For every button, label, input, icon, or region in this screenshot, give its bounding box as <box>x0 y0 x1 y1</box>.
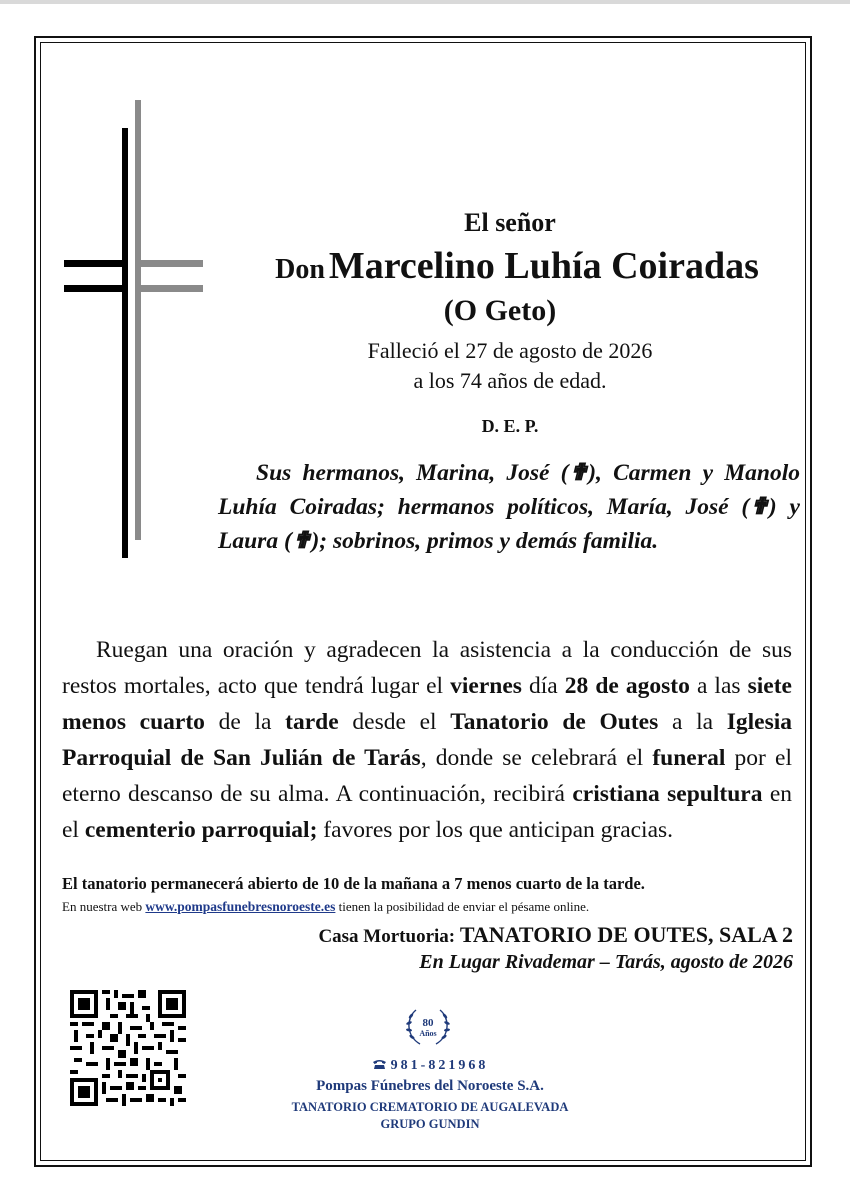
mortuary-label: Casa Mortuoria: <box>318 926 456 947</box>
body-text: en el <box>62 781 792 843</box>
cross-glyph-icon: ✟ <box>568 460 589 486</box>
top-edge-rule <box>0 0 850 4</box>
location-date: En Lugar Rivademar – Tarás, agosto de 2026 <box>419 951 793 973</box>
qr-code-icon[interactable] <box>70 990 186 1106</box>
cross-arm-gray-top <box>135 260 203 267</box>
company-name: Pompas Fúnebres del Noroeste S.A. <box>316 1078 544 1094</box>
web-note <box>62 899 589 915</box>
family-text-1: Sus hermanos, Marina, José ( <box>256 460 569 486</box>
family-text-3: ) y Laura ( <box>218 494 800 554</box>
cross-icon <box>60 100 205 560</box>
body-text: por el eterno descanso de su alma. A continuación, recibirá <box>62 745 792 807</box>
website-link[interactable]: www.pompasfunebresnoroeste.es <box>145 899 336 914</box>
body-bold: tarde <box>285 709 339 735</box>
body-bold: Tanatorio de Outes <box>450 709 659 735</box>
badge-text: Años <box>419 1029 437 1038</box>
body-text: , donde se celebrará el <box>420 745 653 771</box>
body-text: a la <box>658 709 727 735</box>
cross-arm-gray-bottom <box>135 285 203 292</box>
company-line-3: GRUPO GUNDIN <box>380 1117 480 1131</box>
name-prefix: Don <box>275 254 325 285</box>
body-bold: Iglesia Parroquial de San Julián de Tarás <box>62 709 793 771</box>
phone-line <box>330 1058 530 1074</box>
family-text-4: ); sobrinos, primos y demás familia. <box>311 528 659 554</box>
family-paragraph <box>218 456 800 558</box>
cross-vertical-black <box>122 128 128 558</box>
web-suffix: tienen la posibilidad de enviar el pésame online. <box>338 899 590 914</box>
company-line-2: TANATORIO CREMATORIO DE AUGALEVADA <box>291 1100 569 1114</box>
family-text-2: ), Carmen y Manolo Luhía Coiradas; hermanos políticos, María, José ( <box>218 460 800 520</box>
name-text: Marcelino Luhía Coiradas <box>328 245 759 287</box>
title-line: El señor <box>464 208 556 237</box>
rip-text: D. E. P. <box>481 416 539 436</box>
body-bold: siete menos cuarto <box>62 673 792 735</box>
mortuary-place: TANATORIO DE OUTES, SALA 2 <box>459 922 793 947</box>
cross-arm-black-bottom <box>64 285 128 292</box>
nickname: (O Geto) <box>443 294 557 327</box>
phone-icon <box>372 1059 387 1070</box>
death-date: Falleció el 27 de agosto de 2026 <box>367 338 653 363</box>
body-bold: cementerio parroquial; <box>84 817 318 843</box>
body-bold: cristiana sepultura <box>572 781 763 807</box>
anniversary-laurel-icon <box>400 1004 456 1050</box>
cross-vertical-gray <box>135 100 141 540</box>
open-hours-note: El tanatorio permanecerá abierto de 10 de la mañana a 7 menos cuarto de la tarde. <box>62 874 645 893</box>
deceased-name <box>200 244 834 288</box>
body-bold: funeral <box>652 745 726 771</box>
age-line: a los 74 años de edad. <box>413 368 607 393</box>
body-bold: viernes <box>450 673 522 699</box>
cross-glyph-icon: ✟ <box>291 528 312 554</box>
cross-arm-black-top <box>64 260 128 267</box>
body-text: desde el <box>338 709 451 735</box>
body-text: Ruegan una oración y agradecen la asistencia a la conducción de sus restos mortales, acto que tendrá lugar el <box>62 637 792 699</box>
phone-number[interactable]: 981-821968 <box>390 1058 489 1073</box>
body-bold: 28 de agosto <box>564 673 690 699</box>
ceremony-paragraph <box>62 632 792 848</box>
badge-number: 80 <box>422 1017 434 1029</box>
body-text: favores por los que anticipan gracias. <box>317 817 674 843</box>
body-text: a las <box>689 673 748 699</box>
body-text: día <box>521 673 565 699</box>
web-prefix: En nuestra web <box>62 899 143 914</box>
mortuary-line <box>318 922 793 948</box>
cross-glyph-icon: ✟ <box>749 494 769 520</box>
body-text: de la <box>204 709 286 735</box>
